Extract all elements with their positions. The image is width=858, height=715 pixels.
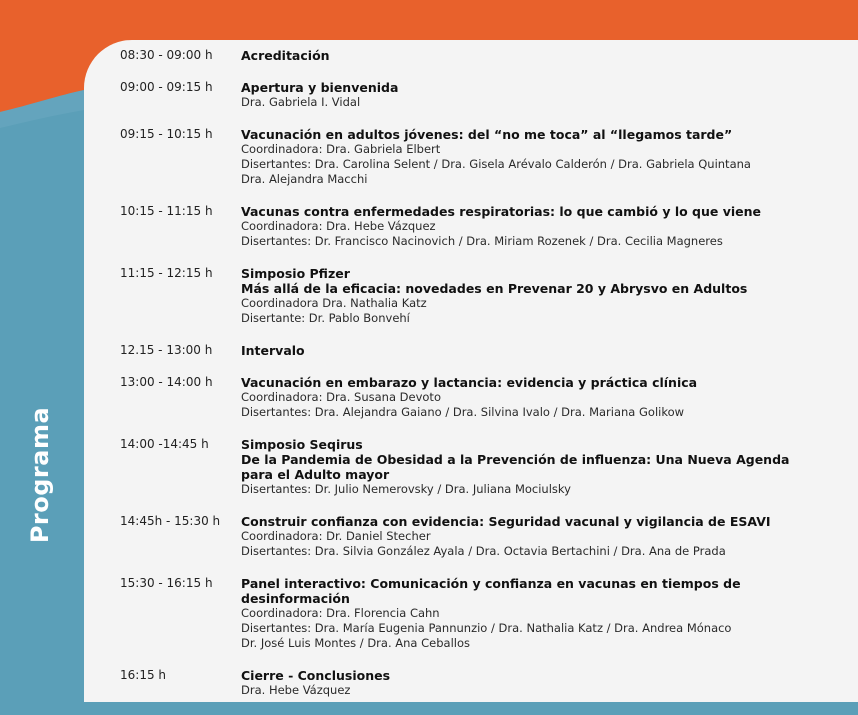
program-time: 08:30 - 09:00 h [120, 48, 213, 62]
session-detail: Coordinadora: Dra. Gabriela Elbert [241, 142, 441, 156]
program-row [120, 127, 854, 187]
session-title: Panel interactivo: Comunicación y confianza en vacunas en tiempos de [241, 576, 741, 591]
session-detail: Disertantes: Dra. Carolina Selent / Dra. Gisela Arévalo Calderón / Dra. Gabriela Quintana [241, 157, 751, 171]
program-row [120, 514, 854, 559]
session-title: Vacunación en adultos jóvenes: del “no me toca” al “llegamos tarde” [241, 127, 733, 142]
session-detail: Disertante: Dr. Pablo Bonvehí [241, 311, 410, 325]
program-time: 10:15 - 11:15 h [120, 204, 213, 218]
program-time: 13:00 - 14:00 h [120, 375, 213, 389]
program-body [241, 576, 854, 651]
session-detail: Coordinadora: Dra. Hebe Vázquez [241, 219, 436, 233]
session-detail: Coordinadora: Dra. Florencia Cahn [241, 606, 440, 620]
program-body [241, 127, 854, 187]
session-title: para el Adulto mayor [241, 467, 390, 482]
session-title: Acreditación [241, 48, 330, 63]
program-row [120, 375, 854, 420]
program-time: 16:15 h [120, 668, 167, 682]
program-row [120, 266, 854, 326]
program-row [120, 437, 854, 497]
program-time: 14:45h - 15:30 h [120, 514, 221, 528]
program-time: 11:15 - 12:15 h [120, 266, 213, 280]
program-row [120, 80, 854, 110]
session-title: De la Pandemia de Obesidad a la Prevención de influenza: Una Nueva Agenda [241, 452, 790, 467]
program-body [241, 375, 854, 420]
program-time: 12.15 - 13:00 h [120, 343, 213, 357]
program-body [241, 204, 854, 249]
session-title: Intervalo [241, 343, 305, 358]
session-detail: Disertantes: Dr. Julio Nemerovsky / Dra. Juliana Mociulsky [241, 482, 571, 496]
session-title: Cierre - Conclusiones [241, 668, 391, 683]
session-detail: Dr. José Luis Montes / Dra. Ana Ceballos [241, 636, 471, 650]
session-detail: Coordinadora: Dra. Susana Devoto [241, 390, 441, 404]
program-time: 09:15 - 10:15 h [120, 127, 213, 141]
session-detail: Dra. Gabriela I. Vidal [241, 95, 361, 109]
program-row [120, 668, 854, 698]
program-body [241, 514, 854, 559]
session-title: Más allá de la eficacia: novedades en Prevenar 20 y Abrysvo en Adultos [241, 281, 748, 296]
session-detail: Disertantes: Dra. María Eugenia Pannunzio / Dra. Nathalia Katz / Dra. Andrea Mónaco [241, 621, 732, 635]
program-row [120, 343, 854, 358]
program-body [241, 668, 854, 698]
program-time: 09:00 - 09:15 h [120, 80, 213, 94]
session-detail: Disertantes: Dra. Alejandra Gaiano / Dra. Silvina Ivalo / Dra. Mariana Golikow [241, 405, 685, 419]
session-title: desinformación [241, 591, 350, 606]
program-row [120, 204, 854, 249]
program-body [241, 48, 854, 63]
program-time: 15:30 - 16:15 h [120, 576, 213, 590]
program-row [120, 576, 854, 651]
session-title: Simposio Seqirus [241, 437, 363, 452]
session-title: Apertura y bienvenida [241, 80, 399, 95]
session-detail: Disertantes: Dra. Silvia González Ayala / Dra. Octavia Bertachini / Dra. Ana de Prada [241, 544, 726, 558]
program-row [120, 48, 854, 63]
session-detail: Disertantes: Dr. Francisco Nacinovich / Dra. Miriam Rozenek / Dra. Cecilia Magneres [241, 234, 723, 248]
program-body [241, 266, 854, 326]
session-title: Vacunas contra enfermedades respiratorias: lo que cambió y lo que viene [241, 204, 762, 219]
program-time: 14:00 -14:45 h [120, 437, 209, 451]
sidebar-title: Programa [26, 406, 54, 544]
session-title: Construir confianza con evidencia: Seguridad vacunal y vigilancia de ESAVI [241, 514, 771, 529]
program-body [241, 343, 854, 358]
program-body [241, 437, 854, 497]
session-detail: Dra. Hebe Vázquez [241, 683, 351, 697]
session-detail: Coordinadora: Dr. Daniel Stecher [241, 529, 431, 543]
session-detail: Coordinadora Dra. Nathalia Katz [241, 296, 427, 310]
program-body [241, 80, 854, 110]
session-title: Vacunación en embarazo y lactancia: evidencia y práctica clínica [241, 375, 698, 390]
session-detail: Dra. Alejandra Macchi [241, 172, 368, 186]
session-title: Simposio Pfizer [241, 266, 350, 281]
program-list [120, 48, 854, 715]
